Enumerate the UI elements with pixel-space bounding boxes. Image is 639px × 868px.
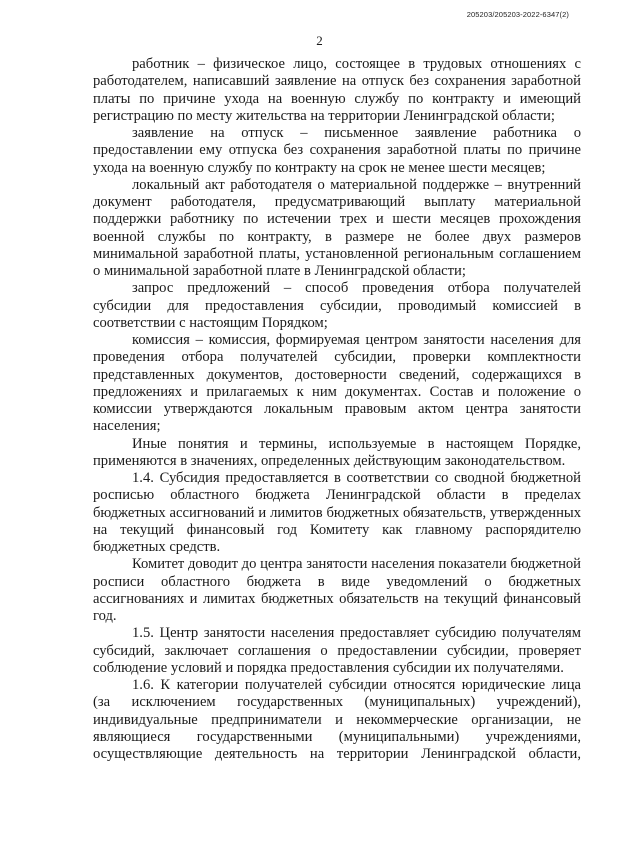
paragraph-definition-request-for-proposals: запрос предложений – способ проведения отбора получателей субсидии для предоставления субсидии, проводимый комиссией в соответствии с настоящим Порядком; <box>93 280 581 331</box>
paragraph-1-6: 1.6. К категории получателей субсидии относятся юридические лица (за исключением государственных (муниципальных) учреждений), индивидуальные предприниматели и некоммерческие организации, не являющиеся государственными (муниципальными) учреждениями, осуществляющие деятельность на территории Ленинградской области, <box>93 677 581 762</box>
document-id: 205203/205203-2022-6347(2) <box>466 10 569 19</box>
paragraph-definition-commission: комиссия – комиссия, формируемая центром занятости населения для проведения отбора получателей субсидии, проверки комплектности представленных документов, достоверности сведений, содержащихся в предложениях и прилагаемых к ним документах. Состав и положение о комиссии утверждаются локальным правовым актом центра занятости населения; <box>93 332 581 435</box>
paragraph-other-terms: Иные понятия и термины, используемые в настоящем Порядке, применяются в значениях, определенных действующим законодательством. <box>93 435 581 469</box>
paragraph-definition-worker: работник – физическое лицо, состоящее в трудовых отношениях с работодателем, написавший заявление на отпуск без сохранения заработной платы по причине ухода на военную службу по контракту и имеющий регистрацию по месту жительства на территории Ленинградской области; <box>93 56 581 124</box>
paragraph-definition-leave-application: заявление на отпуск – письменное заявление работника о предоставлении ему отпуска без сохранения заработной платы по причине ухода на военную службу по контракту на срок не менее шести месяцев; <box>93 125 581 176</box>
paragraph-committee-notifications: Комитет доводит до центра занятости населения показатели бюджетной росписи областного бюджета в виде уведомлений о бюджетных ассигнованиях и лимитах бюджетных обязательств на текущий финансовый год. <box>93 556 581 624</box>
paragraph-definition-local-act: локальный акт работодателя о материальной поддержке – внутренний документ работодателя, предусматривающий выплату материальной поддержки работнику по истечении трех и шести месяцев прохождения военной службы по контракту, в размере не более двух размеров минимальной заработной платы, установленной региональным соглашением о минимальной заработной плате в Ленинградской области; <box>93 176 581 279</box>
page-number: 2 <box>316 33 323 48</box>
paragraph-1-5: 1.5. Центр занятости населения предоставляет субсидию получателям субсидий, заключает соглашения о предоставлении субсидии, проверяет соблюдение условий и порядка предоставления субсидии их получателями. <box>93 625 581 676</box>
paragraph-1-4: 1.4. Субсидия предоставляется в соответствии со сводной бюджетной росписью областного бюджета Ленинградской области в пределах бюджетных ассигнований и лимитов бюджетных обязательств, утвержденных на текущий финансовый год Комитету как главному распорядителю бюджетных средств. <box>93 470 581 555</box>
document-body <box>93 56 581 763</box>
